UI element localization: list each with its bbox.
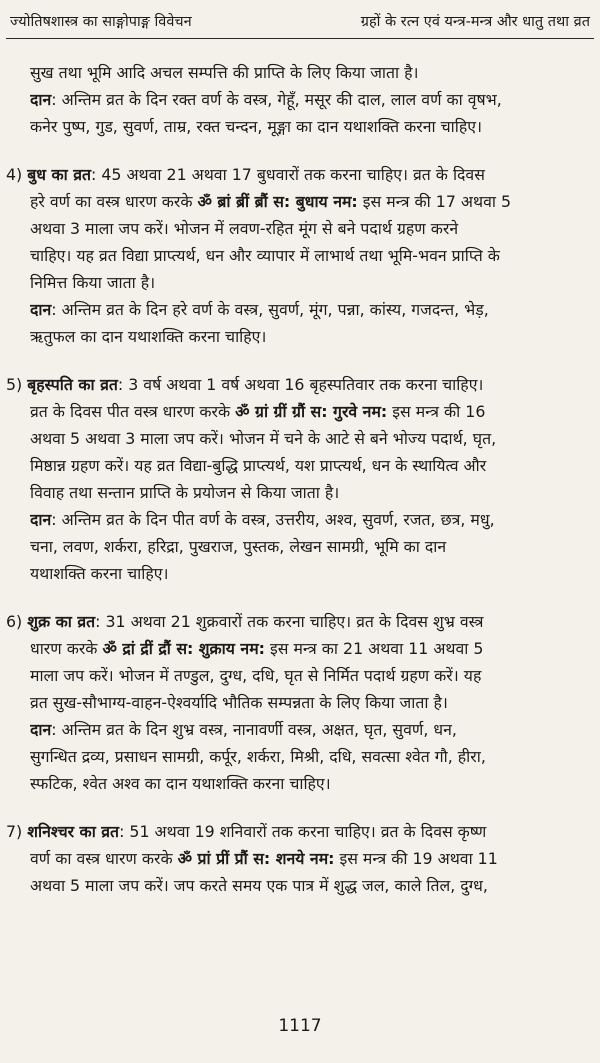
text: निमित्त किया जाता है। — [30, 273, 156, 292]
text: यथाशक्ति करना चाहिए। — [30, 564, 169, 583]
text: : अन्तिम व्रत के दिन पीत वर्ण के वस्त्र, उत्तरीय, अश्व, सुवर्ण, रजत, छत्र, मधु, — [51, 510, 495, 529]
text: धारण करके — [30, 639, 103, 658]
text-line — [30, 270, 592, 296]
text-line — [30, 399, 592, 425]
text-line — [30, 453, 592, 479]
text-line — [30, 216, 592, 242]
text-line — [30, 297, 592, 323]
bold-text: दान — [30, 90, 52, 109]
text-line — [6, 819, 592, 845]
text: मिष्ठान्न ग्रहण करें। यह व्रत विद्या-बुद्धि प्राप्त्यर्थ, यश प्राप्त्यर्थ, धन के स्थायित्व और — [30, 456, 487, 475]
text-line — [30, 243, 592, 269]
text-line — [30, 324, 592, 350]
text-line — [30, 846, 592, 872]
text-line — [30, 114, 592, 140]
bold-text: ॐ ग्रां ग्रीं ग्रौं स: गुरवे नम: — [235, 402, 388, 421]
text: सुख तथा भूमि आदि अचल सम्पत्ति की प्राप्ति के लिए किया जाता है। — [30, 63, 419, 82]
text-line — [30, 717, 592, 743]
running-header — [10, 6, 590, 36]
text-line — [30, 636, 592, 662]
text-line — [30, 426, 592, 452]
text-line — [30, 690, 592, 716]
text: व्रत के दिवस पीत वस्त्र धारण करके — [30, 402, 236, 421]
text: हरे वर्ण का वस्त्र धारण करके — [30, 192, 198, 211]
text-line — [6, 372, 592, 398]
text: सुगन्धित द्रव्य, प्रसाधन सामग्री, कर्पूर, शर्करा, मिश्री, दधि, सवत्सा श्वेत गौ, हीरा, — [30, 747, 486, 766]
text: 6) — [6, 612, 28, 631]
text: अथवा 3 माला जप करें। भोजन में लवण-रहित मूंग से बने पदार्थ ग्रहण करने — [30, 219, 459, 238]
text: इस मन्त्र की 19 अथवा 11 — [334, 849, 498, 868]
text: माला जप करें। भोजन में तण्डुल, दुग्ध, दधि, घृत से निर्मित पदार्थ ग्रहण करें। यह — [30, 666, 482, 685]
bold-text: बुध का व्रत — [27, 165, 91, 184]
text: 5) — [6, 375, 28, 394]
page-number: 1117 — [278, 1016, 322, 1036]
text: : अन्तिम व्रत के दिन रक्त वर्ण के वस्त्र, गेहूँ, मसूर की दाल, लाल वर्ण का वृषभ, — [51, 90, 502, 109]
text-line — [30, 534, 592, 560]
text: 7) — [6, 822, 28, 841]
header-left: ज्योतिषशास्त्र का साङ्गोपाङ्ग विवेचन — [10, 14, 192, 30]
bold-text: दान — [30, 300, 52, 319]
text: वर्ण का वस्त्र धारण करके — [30, 849, 178, 868]
text: 4) — [6, 165, 28, 184]
text: इस मन्त्र का 21 अथवा 11 अथवा 5 — [264, 639, 484, 658]
text: विवाह तथा सन्तान प्राप्ति के प्रयोजन से किया जाता है। — [30, 483, 340, 502]
bold-text: दान — [30, 720, 52, 739]
bold-text: दान — [30, 510, 52, 529]
text: अथवा 5 माला जप करें। जप करते समय एक पात्र में शुद्ध जल, काले तिल, दुग्ध, — [30, 876, 488, 895]
bold-text: ॐ प्रां प्रीं प्रौं स: शनये नम: — [177, 849, 335, 868]
text: चाहिए। यह व्रत विद्या प्राप्त्यर्थ, धन और व्यापार में लाभार्थ तथा भूमि-भवन प्राप्ति के — [30, 246, 500, 265]
text: : अन्तिम व्रत के दिन शुभ्र वस्त्र, नानावर्णी वस्त्र, अक्षत, घृत, सुवर्ण, धन, — [51, 720, 457, 739]
text-line — [30, 873, 592, 899]
text-line — [30, 189, 592, 215]
text-line — [30, 60, 592, 86]
bold-text: शनिश्चर का व्रत — [27, 822, 120, 841]
header-right: ग्रहों के रत्न एवं यन्त्र-मन्त्र और धातु तथा व्रत — [360, 14, 590, 30]
text-line — [30, 507, 592, 533]
text: स्फटिक, श्वेत अश्व का दान यथाशक्ति करना चाहिए। — [30, 774, 331, 793]
header-rule — [6, 38, 594, 39]
bold-text: शुक्र का व्रत — [27, 612, 96, 631]
bold-text: ॐ द्रां द्रीं द्रौं स: शुक्राय नम: — [102, 639, 265, 658]
text-line — [30, 771, 592, 797]
bold-text: बृहस्पति का व्रत — [27, 375, 118, 394]
text: : 45 अथवा 21 अथवा 17 बुधवारों तक करना चाहिए। व्रत के दिवस — [91, 165, 485, 184]
text: व्रत सुख-सौभाग्य-वाहन-ऐश्वर्यादि भौतिक सम्पन्नता के लिए किया जाता है। — [30, 693, 448, 712]
text-line — [30, 87, 592, 113]
text: : 51 अथवा 19 शनिवारों तक करना चाहिए। व्रत के दिवस कृष्ण — [119, 822, 487, 841]
text: कनेर पुष्प, गुड, सुवर्ण, ताम्र, रक्त चन्दन, मूङ्गा का दान यथाशक्ति करना चाहिए। — [30, 117, 482, 136]
text-line — [6, 162, 592, 188]
text-line — [30, 480, 592, 506]
text-line — [30, 561, 592, 587]
bold-text: ॐ ब्रां ब्रीं ब्रौं स: बुधाय नम: — [197, 192, 358, 211]
text: : 3 वर्ष अथवा 1 वर्ष अथवा 16 बृहस्पतिवार तक करना चाहिए। — [117, 375, 484, 394]
text: चना, लवण, शर्करा, हरिद्रा, पुखराज, पुस्तक, लेखन सामग्री, भूमि का दान — [30, 537, 447, 556]
text: इस मन्त्र की 17 अथवा 5 — [357, 192, 512, 211]
text: अथवा 5 अथवा 3 माला जप करें। भोजन में चने के आटे से बने भोज्य पदार्थ, घृत, — [30, 429, 497, 448]
text: ऋतुफल का दान यथाशक्ति करना चाहिए। — [30, 327, 267, 346]
text: : अन्तिम व्रत के दिन हरे वर्ण के वस्त्र, सुवर्ण, मूंग, पन्ना, कांस्य, गजदन्त, भेड़, — [51, 300, 489, 319]
text-line — [6, 609, 592, 635]
text: : 31 अथवा 21 शुक्रवारों तक करना चाहिए। व्रत के दिवस शुभ्र वस्त्र — [95, 612, 484, 631]
text-line — [30, 744, 592, 770]
text: इस मन्त्र की 16 — [387, 402, 486, 421]
text-line — [30, 663, 592, 689]
